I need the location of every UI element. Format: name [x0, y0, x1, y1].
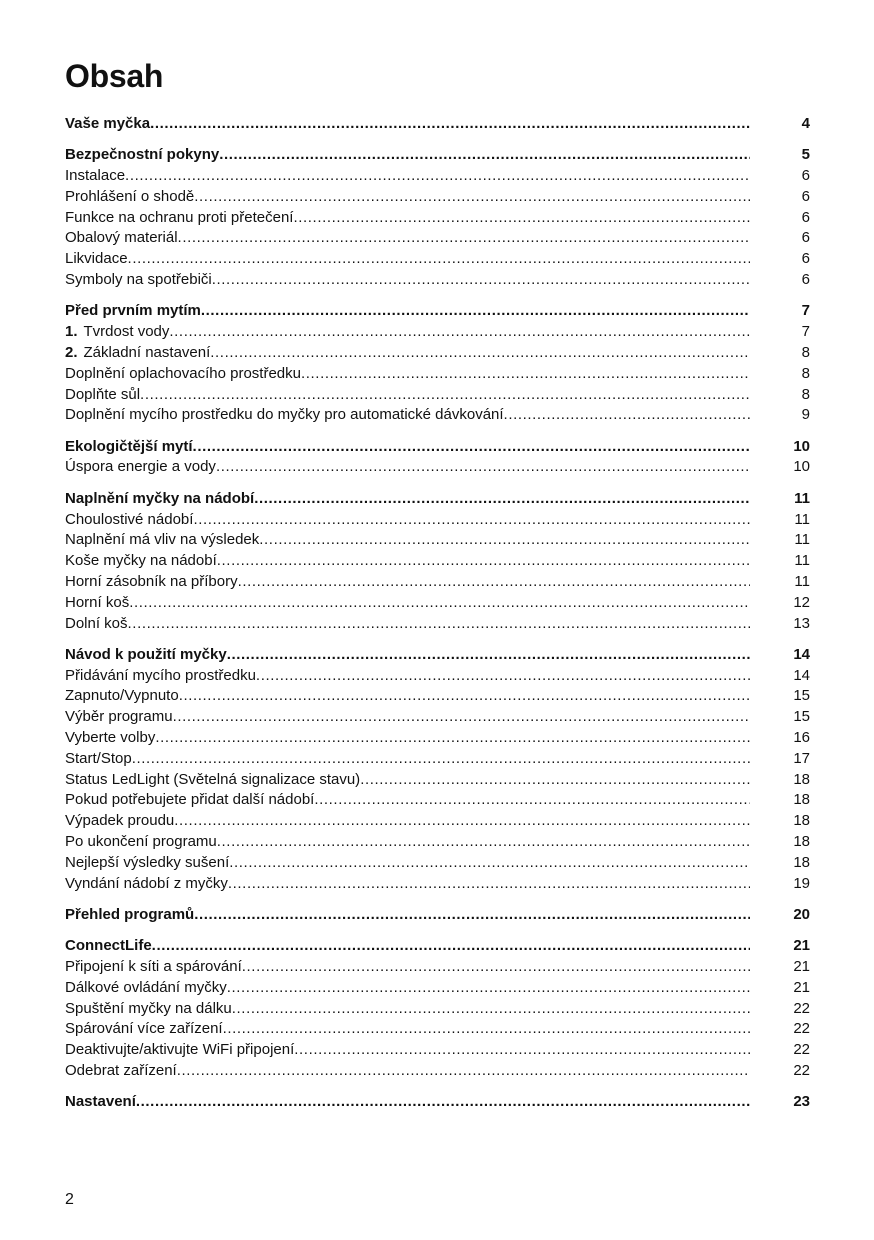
toc-entry-page: 21	[793, 937, 810, 955]
toc-dot-leader	[129, 593, 750, 614]
toc-dot-leader	[212, 270, 750, 291]
toc-entry[interactable]	[65, 322, 810, 343]
toc-entry[interactable]	[65, 853, 810, 874]
toc-entry-title: Spárování více zařízení	[65, 1020, 223, 1038]
toc-entry-page: 8	[801, 343, 810, 361]
toc-entry-title-wrap	[65, 853, 229, 874]
toc-entry-title: Připojení k síti a spárování	[65, 957, 242, 975]
toc-entry[interactable]	[65, 957, 810, 978]
toc-entry-title: Funkce na ochranu proti přetečení	[65, 208, 294, 226]
toc-entry-title: Pokud potřebujete přidat další nádobí	[65, 791, 315, 809]
toc-entry[interactable]	[65, 510, 810, 531]
toc-entry-title: Obalový materiál	[65, 229, 178, 247]
toc-entry-title: Vaše myčka	[65, 115, 151, 132]
toc-entry-title-wrap	[65, 249, 128, 270]
toc-entry-title: Před prvním mytím	[65, 302, 201, 320]
toc-dot-leader	[169, 322, 750, 343]
page-number: 2	[65, 1191, 74, 1208]
toc-entry[interactable]	[65, 457, 810, 478]
toc-entry-page: 11	[794, 510, 810, 528]
toc-heading-entry[interactable]	[65, 1092, 810, 1113]
toc-dot-leader	[210, 343, 750, 364]
toc-entry-title: Odebrat zařízení	[65, 1061, 177, 1079]
toc-entry-title-wrap	[65, 811, 174, 832]
toc-entry-title-wrap	[65, 405, 504, 426]
toc-entry-title: ConnectLife	[65, 937, 152, 955]
toc-heading-entry[interactable]	[65, 301, 810, 322]
toc-entry-title: Doplnění oplachovacího prostředku	[65, 364, 301, 382]
toc-entry[interactable]	[65, 228, 810, 249]
toc-heading-entry[interactable]	[65, 437, 810, 458]
toc-entry-page: 18	[793, 812, 810, 830]
toc-entry-page: 6	[801, 250, 810, 268]
toc-entry-number: 1.	[65, 323, 78, 341]
toc-entry[interactable]	[65, 385, 810, 406]
toc-entry[interactable]	[65, 749, 810, 770]
toc-entry-title-wrap	[65, 385, 140, 406]
toc-entry[interactable]	[65, 270, 810, 291]
toc-entry-page: 6	[801, 167, 810, 185]
toc-dot-leader	[360, 770, 750, 791]
toc-dot-leader	[256, 666, 750, 687]
toc-entry-title: Nejlepší výsledky sušení	[65, 853, 230, 871]
toc-entry[interactable]	[65, 666, 810, 687]
toc-section	[65, 645, 810, 895]
toc-entry-title-wrap	[65, 593, 129, 614]
toc-entry-title: Choulostivé nádobí	[65, 510, 194, 528]
toc-entry-title: Naplnění myčky na nádobí	[65, 489, 255, 507]
toc-entry-page: 22	[793, 1020, 810, 1038]
toc-dot-leader	[294, 1040, 750, 1061]
toc-entry-title-wrap	[65, 322, 169, 343]
toc-dot-leader	[219, 145, 750, 166]
toc-dot-leader	[227, 645, 750, 666]
toc-entry-page: 18	[793, 853, 810, 871]
toc-section	[65, 905, 810, 926]
toc-heading-entry[interactable]	[65, 145, 810, 166]
toc-entry-title-wrap	[65, 874, 228, 895]
toc-entry[interactable]	[65, 551, 810, 572]
toc-entry[interactable]	[65, 728, 810, 749]
toc-dot-leader	[125, 166, 750, 187]
toc-entry-title-wrap	[65, 457, 216, 478]
toc-dot-leader	[174, 811, 750, 832]
toc-dot-leader	[238, 572, 750, 593]
toc-entry-page: 18	[793, 833, 810, 850]
toc-entry-page: 8	[801, 385, 810, 403]
toc-entry-title-wrap	[65, 437, 193, 458]
toc-entry-page: 6	[801, 187, 810, 205]
toc-entry-title-wrap	[65, 145, 219, 166]
toc-entry-page: 6	[801, 208, 810, 226]
toc-entry-title: Vyberte volby	[65, 729, 156, 747]
toc-dot-leader	[179, 686, 750, 707]
toc-entry-page: 17	[793, 749, 810, 767]
toc-entry-title-wrap	[65, 707, 173, 728]
toc-entry-title-wrap	[65, 728, 155, 749]
toc-dot-leader	[128, 614, 750, 635]
toc-entry-title: Dálkové ovládání myčky	[65, 978, 227, 996]
toc-entry-page: 23	[793, 1093, 810, 1111]
toc-entry[interactable]	[65, 187, 810, 208]
toc-dot-leader	[132, 749, 750, 770]
toc-entry-page: 20	[793, 905, 810, 923]
toc-dot-leader	[216, 457, 750, 478]
toc-entry[interactable]	[65, 572, 810, 593]
toc-entry-title: Zapnuto/Vypnuto	[65, 687, 179, 705]
toc-dot-leader	[227, 978, 750, 999]
toc-entry-page: 6	[801, 271, 810, 289]
toc-entry-title: Návod k použití myčky	[65, 645, 227, 663]
toc-entry-title-wrap	[65, 114, 150, 135]
toc-entry-title: Základní nastavení	[83, 343, 211, 361]
toc-entry-title-wrap	[65, 936, 152, 957]
toc-dot-leader	[155, 728, 750, 749]
toc-entry-page: 12	[793, 593, 810, 611]
toc-entry-title-wrap	[65, 1040, 294, 1061]
toc-entry[interactable]	[65, 405, 810, 426]
toc-dot-leader	[504, 405, 750, 426]
toc-entry-page: 10	[793, 437, 810, 455]
toc-dot-leader	[128, 249, 750, 270]
toc-dot-leader	[194, 905, 750, 926]
toc-entry[interactable]	[65, 614, 810, 635]
toc-dot-leader	[223, 1019, 750, 1040]
toc-entry-title: Spuštění myčky na dálku	[65, 999, 232, 1017]
toc-entry-title: Nastavení	[65, 1093, 136, 1111]
toc-dot-leader	[140, 385, 750, 406]
toc-entry[interactable]	[65, 1019, 810, 1040]
toc-entry-title-wrap	[65, 489, 254, 510]
toc-entry-page: 15	[793, 687, 810, 705]
toc-entry-page: 15	[793, 708, 810, 726]
toc-section	[65, 1092, 810, 1113]
toc-entry-title-wrap	[65, 208, 293, 229]
toc-dot-leader	[301, 364, 750, 385]
toc-entry-title-wrap	[65, 166, 125, 187]
toc-dot-leader	[242, 957, 750, 978]
toc-section	[65, 936, 810, 1082]
toc-entry[interactable]	[65, 364, 810, 385]
toc-entry-page: 11	[794, 552, 810, 570]
toc-entry-page: 11	[794, 531, 810, 549]
toc-dot-leader	[259, 530, 750, 551]
toc-dot-leader	[217, 832, 750, 853]
toc-dot-leader	[177, 1061, 750, 1082]
toc-entry-title: Doplnění mycího prostředku do myčky pro automatické dávkování	[65, 406, 504, 424]
toc-heading-entry[interactable]	[65, 645, 810, 666]
toc-entry-title: Start/Stop	[65, 749, 132, 767]
table-of-contents	[65, 114, 810, 1124]
toc-dot-leader	[150, 114, 750, 135]
toc-entry-title-wrap	[65, 1061, 177, 1082]
toc-entry-page: 21	[793, 957, 810, 975]
toc-dot-leader	[193, 510, 750, 531]
toc-entry[interactable]	[65, 530, 810, 551]
toc-entry-title-wrap	[65, 957, 242, 978]
toc-entry-title: Koše myčky na nádobí	[65, 552, 217, 570]
toc-entry-title-wrap	[65, 905, 194, 926]
toc-entry-title-wrap	[65, 749, 132, 770]
toc-section	[65, 437, 810, 479]
toc-entry-title-wrap	[65, 686, 179, 707]
toc-entry-title-wrap	[65, 614, 128, 635]
toc-entry-title: Doplňte sůl	[65, 385, 141, 403]
toc-dot-leader	[178, 228, 750, 249]
toc-entry-page: 18	[793, 770, 810, 788]
toc-entry[interactable]	[65, 978, 810, 999]
toc-dot-leader	[193, 437, 750, 458]
toc-entry-page: 22	[793, 1061, 810, 1079]
toc-entry-title: Výpadek proudu	[65, 812, 175, 830]
toc-entry-page: 11	[794, 489, 810, 507]
toc-entry[interactable]	[65, 707, 810, 728]
toc-dot-leader	[314, 790, 750, 811]
toc-entry-page: 10	[793, 458, 810, 476]
toc-entry[interactable]	[65, 874, 810, 895]
toc-entry-page: 8	[801, 364, 810, 382]
toc-heading-entry[interactable]	[65, 905, 810, 926]
toc-entry-title-wrap	[65, 999, 232, 1020]
toc-entry-page: 21	[793, 978, 810, 996]
toc-dot-leader	[152, 936, 750, 957]
toc-entry[interactable]	[65, 166, 810, 187]
toc-entry[interactable]	[65, 999, 810, 1020]
toc-entry-title: Přidávání mycího prostředku	[65, 666, 256, 684]
toc-entry-title: Bezpečnostní pokyny	[65, 146, 220, 164]
toc-entry-title: Likvidace	[65, 250, 128, 268]
toc-entry-page: 14	[793, 666, 810, 684]
toc-entry[interactable]	[65, 686, 810, 707]
toc-entry-page: 5	[801, 146, 810, 164]
toc-dot-leader	[217, 551, 750, 572]
toc-entry-page: 18	[793, 791, 810, 809]
toc-entry-title: Vyndání nádobí z myčky	[65, 874, 228, 892]
toc-entry-title: Výběr programu	[65, 708, 173, 726]
toc-entry-page: 22	[793, 1041, 810, 1059]
toc-entry-title-wrap	[65, 978, 227, 999]
toc-entry-page: 11	[794, 572, 810, 590]
toc-entry-title: Instalace	[65, 167, 126, 185]
toc-entry-page: 9	[801, 406, 810, 424]
toc-entry-title-wrap	[65, 228, 178, 249]
toc-dot-leader	[293, 208, 750, 229]
toc-section	[65, 489, 810, 635]
toc-heading-entry[interactable]	[65, 114, 810, 135]
toc-dot-leader	[201, 301, 750, 322]
toc-entry-page: 19	[793, 874, 810, 892]
toc-entry-title-wrap	[65, 572, 238, 593]
toc-entry[interactable]	[65, 249, 810, 270]
toc-entry-title-wrap	[65, 530, 259, 551]
toc-entry-title-wrap	[65, 343, 210, 364]
toc-entry-title: Horní koš	[65, 593, 130, 611]
toc-entry-title-wrap	[65, 770, 360, 791]
toc-entry[interactable]	[65, 811, 810, 832]
toc-entry-title-wrap	[65, 790, 314, 811]
toc-entry-title: Status LedLight (Světelná signalizace stavu)	[65, 770, 361, 788]
toc-entry[interactable]	[65, 593, 810, 614]
toc-entry-title-wrap	[65, 187, 194, 208]
toc-entry-page: 6	[801, 229, 810, 247]
toc-dot-leader	[173, 707, 750, 728]
toc-entry-title: Dolní koš	[65, 614, 128, 632]
toc-entry-title: Horní zásobník na příbory	[65, 572, 238, 590]
toc-entry-title: Symboly na spotřebiči	[65, 271, 212, 289]
toc-dot-leader	[136, 1092, 750, 1113]
toc-entry-title-wrap	[65, 1019, 223, 1040]
toc-entry-page: 13	[793, 614, 810, 632]
toc-entry[interactable]	[65, 770, 810, 791]
toc-entry-page: 7	[801, 302, 810, 320]
toc-entry[interactable]	[65, 790, 810, 811]
toc-dot-leader	[232, 999, 750, 1020]
toc-entry-title-wrap	[65, 301, 201, 322]
toc-dot-leader	[254, 489, 750, 510]
toc-entry-page: 7	[801, 323, 810, 341]
toc-entry-page: 22	[793, 999, 810, 1017]
toc-entry[interactable]	[65, 208, 810, 229]
toc-entry[interactable]	[65, 832, 810, 853]
toc-entry[interactable]	[65, 343, 810, 364]
toc-section	[65, 114, 810, 135]
toc-entry-number: 2.	[65, 343, 78, 361]
toc-entry-title-wrap	[65, 364, 301, 385]
toc-entry-title: Úspora energie a vody	[65, 458, 216, 476]
toc-dot-leader	[228, 874, 750, 895]
toc-entry-title-wrap	[65, 666, 256, 687]
toc-entry-title-wrap	[65, 645, 227, 666]
toc-entry-title: Prohlášení o shodě	[65, 187, 195, 205]
toc-entry-title: Ekologičtější mytí	[65, 437, 193, 455]
toc-entry-title: Přehled programů	[65, 905, 195, 923]
page-title: Obsah	[65, 58, 164, 94]
toc-entry-title: Tvrdost vody	[83, 323, 170, 341]
toc-entry-title-wrap	[65, 551, 217, 572]
toc-dot-leader	[229, 853, 750, 874]
toc-dot-leader	[194, 187, 750, 208]
toc-entry-title: Deaktivujte/aktivujte WiFi připojení	[65, 1041, 295, 1059]
toc-entry-title-wrap	[65, 1092, 136, 1113]
toc-section	[65, 301, 810, 426]
toc-entry-page: 14	[793, 645, 810, 663]
toc-entry-page: 16	[793, 729, 810, 747]
toc-entry-title: Naplnění má vliv na výsledek	[65, 531, 260, 549]
toc-entry[interactable]	[65, 1040, 810, 1061]
toc-entry[interactable]	[65, 1061, 810, 1082]
toc-section	[65, 145, 810, 291]
toc-entry-title-wrap	[65, 832, 217, 853]
toc-entry-page: 4	[801, 115, 810, 132]
toc-heading-entry[interactable]	[65, 936, 810, 957]
toc-entry-title-wrap	[65, 270, 212, 291]
toc-entry-title-wrap	[65, 510, 193, 531]
toc-entry-title: Po ukončení programu	[65, 833, 217, 850]
toc-heading-entry[interactable]	[65, 489, 810, 510]
